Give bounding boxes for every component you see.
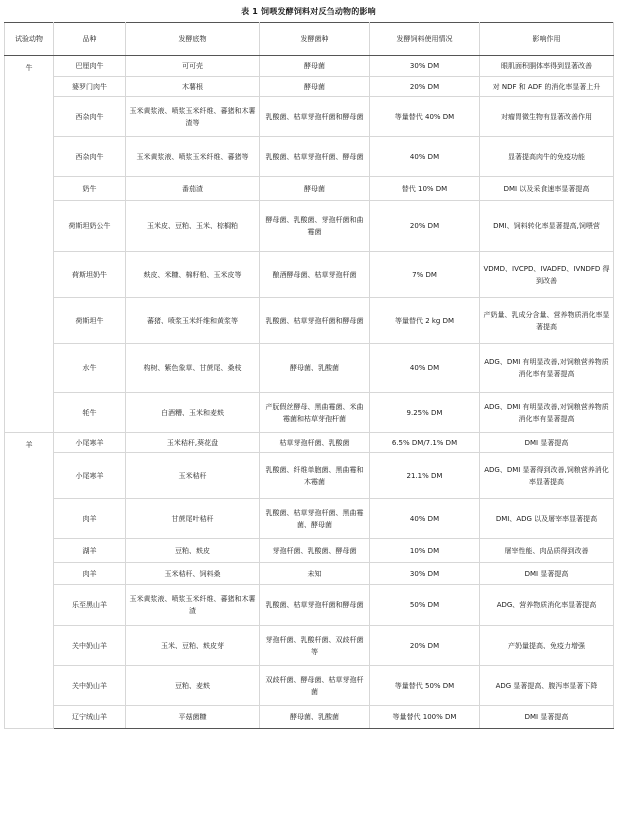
usage-cell: 等量替代 50% DM [370, 666, 480, 706]
substrate-cell: 玉米黄浆液、喷浆玉米纤维、蕃猪和木薯渣 [126, 585, 260, 626]
substrate-cell: 玉米皮、豆粕、玉米、棕榈粕 [126, 201, 260, 252]
strain-cell: 乳酸菌、枯草芽孢杆菌、酵母菌 [260, 137, 370, 177]
effect-cell: DMI 显著提高 [480, 563, 614, 585]
table-row [5, 433, 614, 453]
effect-cell: DMI、ADG 以及屠宰率显著提高 [480, 499, 614, 539]
strain-cell: 产朊假丝酵母、黑曲霉菌、米曲霉菌和枯草芽孢杆菌 [260, 393, 370, 433]
breed-cell: 西杂肉牛 [54, 97, 126, 137]
breed-cell: 水牛 [54, 344, 126, 393]
table-row [5, 706, 614, 729]
strain-cell: 酵母菌、乳酸菌、芽孢杆菌和曲霉菌 [260, 201, 370, 252]
substrate-cell: 豆粕、麸皮 [126, 539, 260, 563]
strain-cell: 乳酸菌、纤维单胞菌、黑曲霉和木霉菌 [260, 453, 370, 499]
breed-cell: 荷斯坦牛 [54, 298, 126, 344]
substrate-cell: 玉米秸秆、饲料桑 [126, 563, 260, 585]
table-body [5, 56, 614, 729]
substrate-cell: 番茄渣 [126, 177, 260, 201]
header-breed: 品种 [54, 23, 126, 56]
breed-cell: 牦牛 [54, 393, 126, 433]
breed-cell: 肉羊 [54, 499, 126, 539]
substrate-cell: 蕃猪、喷浆玉米纤维和黄浆等 [126, 298, 260, 344]
table-row [5, 201, 614, 252]
header-animal: 试验动物 [5, 23, 54, 56]
table-row [5, 666, 614, 706]
usage-cell: 50% DM [370, 585, 480, 626]
usage-cell: 替代 10% DM [370, 177, 480, 201]
strain-cell: 乳酸菌、枯草芽孢杆菌、黑曲霉菌、酵母菌 [260, 499, 370, 539]
effect-cell: DMI 以及采食速率显著提高 [480, 177, 614, 201]
effect-cell: ADG、DMI 有明显改善,对饲粮营养物质消化率有显著提高 [480, 344, 614, 393]
effect-cell: 产奶量提高、免疫力增强 [480, 626, 614, 666]
usage-cell: 20% DM [370, 201, 480, 252]
substrate-cell: 可可壳 [126, 56, 260, 77]
effect-cell: 屠宰性能、肉品质得到改善 [480, 539, 614, 563]
table-row [5, 344, 614, 393]
strain-cell: 枯草芽孢杆菌、乳酸菌 [260, 433, 370, 453]
breed-cell: 巴厘肉牛 [54, 56, 126, 77]
usage-cell: 6.5% DM/7.1% DM [370, 433, 480, 453]
strain-cell: 芽孢杆菌、乳酸菌、酵母菌 [260, 539, 370, 563]
table-row [5, 499, 614, 539]
breed-cell: 小尾寒羊 [54, 433, 126, 453]
table-row [5, 393, 614, 433]
header-substrate: 发酵底物 [126, 23, 260, 56]
header-usage: 发酵饲料使用情况 [370, 23, 480, 56]
usage-cell: 20% DM [370, 626, 480, 666]
breed-cell: 乐至黑山羊 [54, 585, 126, 626]
table-row [5, 298, 614, 344]
usage-cell: 30% DM [370, 563, 480, 585]
animal-cell: 羊 [5, 433, 54, 729]
effect-cell: 眼肌面积胴体率得到显著改善 [480, 56, 614, 77]
header-strain: 发酵菌种 [260, 23, 370, 56]
strain-cell: 乳酸菌、枯草芽孢杆菌和酵母菌 [260, 298, 370, 344]
table-row [5, 252, 614, 298]
breed-cell: 婆罗门肉牛 [54, 77, 126, 97]
effect-cell: ADG 显著提高、腹泻率显著下降 [480, 666, 614, 706]
usage-cell: 等量替代 2 kg DM [370, 298, 480, 344]
breed-cell: 荷斯坦奶牛 [54, 252, 126, 298]
effect-cell: 对 NDF 和 ADF 的消化率显著上升 [480, 77, 614, 97]
table-row [5, 177, 614, 201]
usage-cell: 40% DM [370, 499, 480, 539]
strain-cell: 酵母菌 [260, 56, 370, 77]
strain-cell: 酵母菌、乳酸菌 [260, 706, 370, 729]
table-header-row [5, 23, 614, 56]
substrate-cell: 木薯根 [126, 77, 260, 97]
substrate-cell: 玉米黄浆液、喷浆玉米纤维、蕃猪等 [126, 137, 260, 177]
substrate-cell: 玉米、豆粕、麸皮芽 [126, 626, 260, 666]
table-caption: 表 1 饲喂发酵饲料对反刍动物的影响 [241, 7, 376, 16]
usage-cell: 等量替代 40% DM [370, 97, 480, 137]
strain-cell: 乳酸菌、枯草芽孢杆菌和酵母菌 [260, 97, 370, 137]
effect-cell: 产奶量、乳成分含量、营养物质消化率显著提高 [480, 298, 614, 344]
usage-cell: 40% DM [370, 137, 480, 177]
table-row [5, 563, 614, 585]
effect-cell: ADG、DMI 有明显改善,对饲粮营养物质消化率有显著提高 [480, 393, 614, 433]
table-row [5, 585, 614, 626]
strain-cell: 双歧杆菌、酵母菌、枯草芽孢杆菌 [260, 666, 370, 706]
table-row [5, 453, 614, 499]
effect-cell: ADG、营养物质消化率显著提高 [480, 585, 614, 626]
breed-cell: 奶牛 [54, 177, 126, 201]
strain-cell: 酿酒酵母菌、枯草芽孢杆菌 [260, 252, 370, 298]
breed-cell: 关中奶山羊 [54, 626, 126, 666]
strain-cell: 未知 [260, 563, 370, 585]
usage-cell: 40% DM [370, 344, 480, 393]
effect-cell: DMI 显著提高 [480, 706, 614, 729]
strain-cell: 酵母菌 [260, 177, 370, 201]
effect-cell: VDMD、IVCPD、IVADFD、IVNDFD 得到改善 [480, 252, 614, 298]
breed-cell: 小尾寒羊 [54, 453, 126, 499]
effect-cell: ADG、DMI 显著得到改善,饲粮营养消化率显著提高 [480, 453, 614, 499]
breed-cell: 荷斯坦奶公牛 [54, 201, 126, 252]
table-row [5, 539, 614, 563]
usage-cell: 等量替代 100% DM [370, 706, 480, 729]
breed-cell: 湖羊 [54, 539, 126, 563]
header-effect: 影响作用 [480, 23, 614, 56]
animal-cell: 牛 [5, 56, 54, 433]
substrate-cell: 白酒糟、玉米和麦麸 [126, 393, 260, 433]
breed-cell: 关中奶山羊 [54, 666, 126, 706]
effect-cell: 显著提高肉牛的免疫功能 [480, 137, 614, 177]
substrate-cell: 玉米秸秆,葵花盘 [126, 433, 260, 453]
strain-cell: 酵母菌 [260, 77, 370, 97]
breed-cell: 肉羊 [54, 563, 126, 585]
substrate-cell: 构树、紫色象草、甘蔗尾、桑枝 [126, 344, 260, 393]
table-row [5, 626, 614, 666]
usage-cell: 20% DM [370, 77, 480, 97]
effect-cell: 对瘤胃微生物有显著改善作用 [480, 97, 614, 137]
usage-cell: 21.1% DM [370, 453, 480, 499]
strain-cell: 芽孢杆菌、乳酸杆菌、双歧杆菌等 [260, 626, 370, 666]
substrate-cell: 豆粕、麦麸 [126, 666, 260, 706]
usage-cell: 10% DM [370, 539, 480, 563]
substrate-cell: 玉米黄浆液、喷浆玉米纤维、蕃猪和木薯渣等 [126, 97, 260, 137]
usage-cell: 7% DM [370, 252, 480, 298]
breed-cell: 西杂肉牛 [54, 137, 126, 177]
table-row [5, 56, 614, 77]
table-row [5, 97, 614, 137]
usage-cell: 9.25% DM [370, 393, 480, 433]
breed-cell: 辽宁绒山羊 [54, 706, 126, 729]
substrate-cell: 麸皮、米糠、棉籽粕、玉米皮等 [126, 252, 260, 298]
effects-table [4, 22, 614, 729]
substrate-cell: 玉米秸秆 [126, 453, 260, 499]
substrate-cell: 平菇菌糠 [126, 706, 260, 729]
table-row [5, 137, 614, 177]
effect-cell: DMI 显著提高 [480, 433, 614, 453]
substrate-cell: 甘蔗尾叶秸秆 [126, 499, 260, 539]
table-row [5, 77, 614, 97]
strain-cell: 乳酸菌、枯草芽孢杆菌和酵母菌 [260, 585, 370, 626]
strain-cell: 酵母菌、乳酸菌 [260, 344, 370, 393]
usage-cell: 30% DM [370, 56, 480, 77]
effect-cell: DMI、饲料转化率显著提高,饲喂营 [480, 201, 614, 252]
